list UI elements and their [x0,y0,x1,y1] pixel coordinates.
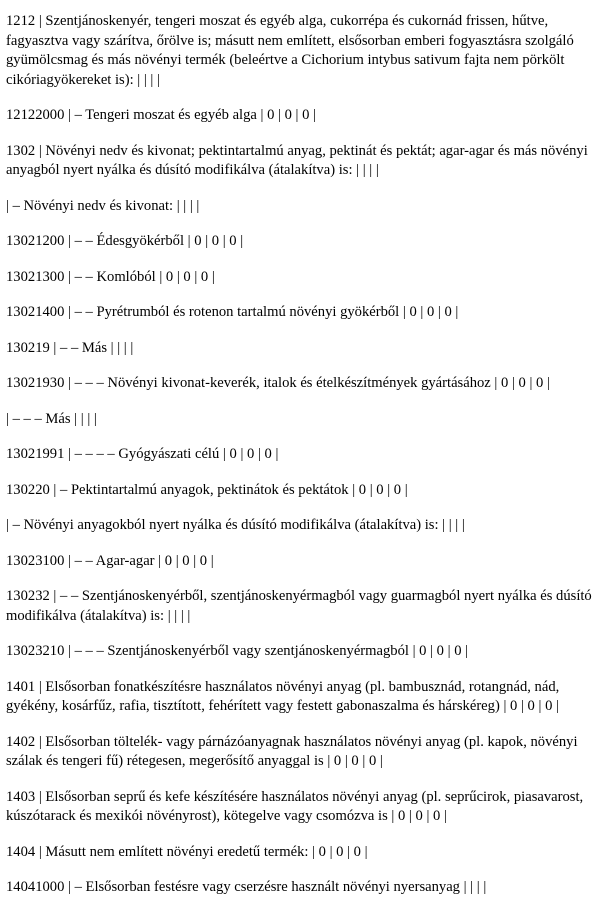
paragraph-1212: 1212 | Szentjánoskenyér, tengeri moszat és egyéb alga, cukorrépa és cukornád frissen, hűtve, fagyasztva vagy szárítva, őrölve is; másutt nem említett, elsősorban emberi fogyasztásra szolgáló gyümölcsmag és más növényi termék (beleértve a Cichorium intybus sativum fajta nem pörkölt cikóriagyökereket is): | | | | [6,13,574,88]
paragraph-1403: 1403 | Elsősorban seprű és kefe készítésére használatos növényi anyag (pl. seprűcirok, piasavarost, kúszótarack és mexikói növényrost), kötegelve vagy csomózva is | 0 | 0 | 0 | [6,788,584,824]
paragraph-12122000: 12122000 | – Tengeri moszat és egyéb alga | 0 | 0 | 0 | [6,107,316,123]
paragraph-1404: 1404 | Másutt nem említett növényi eredetű termék: | 0 | 0 | 0 | [6,843,368,860]
paragraph-novenyi-nyalka: | – Növényi anyagokból nyert nyálka és dúsító modifikálva (átalakítva) is: | | | | [6,517,465,533]
paragraph-130232: 130232 | – – Szentjánoskenyérből, szentjánoskenyérmagból vagy guarmagból nyert nyálka és dúsító modifikálva (átalakítva) is: | | | | [6,588,592,624]
paragraph-14041000: 14041000 | – Elsősorban festésre vagy cserzésre használt növényi nyersanyag | | | | [6,879,487,895]
paragraph-130219: 130219 | – – Más | | | | [6,339,134,356]
paragraph-novenyi-nedv: | – Növényi nedv és kivonat: | | | | [6,197,200,214]
paragraph-1302: 1302 | Növényi nedv és kivonat; pektintartalmú anyag, pektinát és pektát; agar-agar és más növényi anyagból nyert nyálka és dúsító modifikálva (átalakítva) is: | | | | [6,142,588,178]
paragraph-13023210: 13023210 | – – – Szentjánoskenyérből vagy szentjánoskenyérmagból | 0 | 0 | 0 | [6,643,469,659]
paragraph-13021400: 13021400 | – – Pyrétrumból és rotenon tartalmú növényi gyökérből | 0 | 0 | 0 | [6,304,459,320]
paragraph-13021991: 13021991 | – – – – Gyógyászati célú | 0 | 0 | 0 | [6,446,279,462]
paragraph-13021300: 13021300 | – – Komlóból | 0 | 0 | 0 | [6,268,215,285]
paragraph-mas: | – – – Más | | | | [6,410,97,427]
paragraph-130220: 130220 | – Pektintartalmú anyagok, pektinátok és pektátok | 0 | 0 | 0 | [6,481,408,498]
paragraph-1401: 1401 | Elsősorban fonatkészítésre használatos növényi anyag (pl. bambusznád, rotangnád, nád, gyékény, kosárfűz, rafia, tisztított, fehérített vagy festett gabonaszalma és hárskéreg) | 0 | 0 | 0 | [6,678,560,714]
paragraph-13023100: 13023100 | – – Agar-agar | 0 | 0 | 0 | [6,552,214,569]
paragraph-13021930: 13021930 | – – – Növényi kivonat-keverék, italok és ételkészítmények gyártásához | 0 | 0 | 0 | [6,375,550,391]
paragraph-13021200: 13021200 | – – Édesgyökérből | 0 | 0 | 0 | [6,233,244,249]
paragraph-1402: 1402 | Elsősorban töltelék- vagy párnázóanyagnak használatos növényi anyag (pl. kapok, növényi szálak és tengeri fű) rétegesen, megerősítő anyaggal is | 0 | 0 | 0 | [6,733,578,769]
